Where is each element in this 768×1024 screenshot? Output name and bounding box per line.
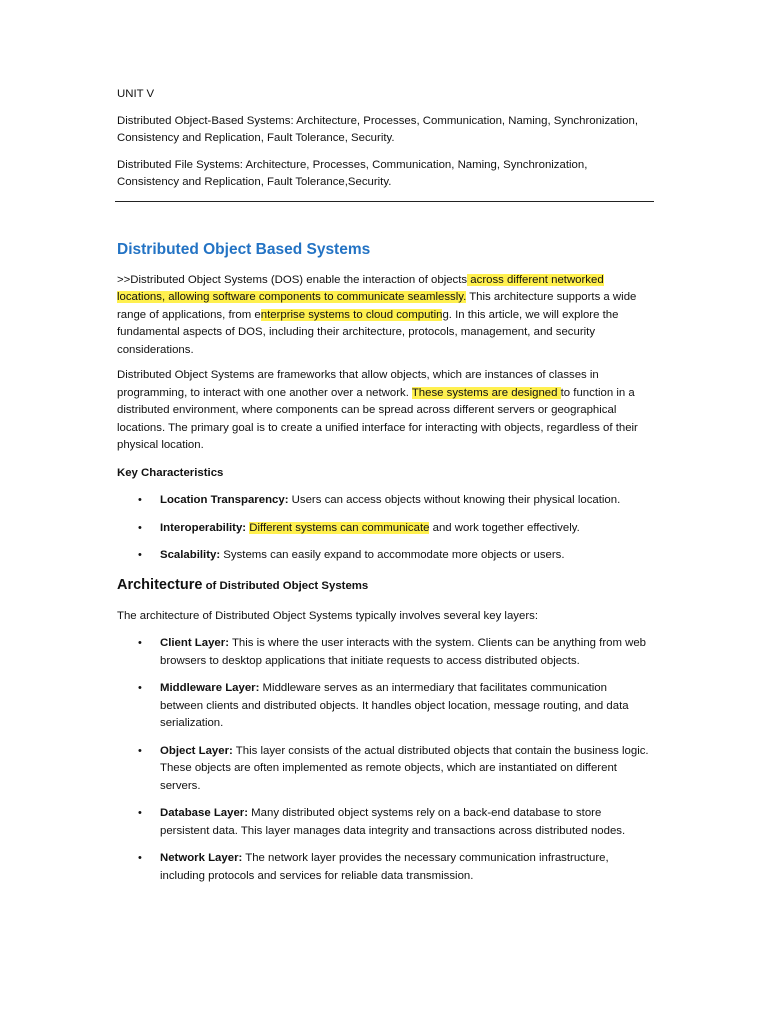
item-term: Location Transparency: xyxy=(160,494,289,506)
architecture-heading-sub: of Distributed Object Systems xyxy=(202,579,369,592)
layers-list xyxy=(117,635,652,885)
definition-paragraph xyxy=(117,367,652,455)
item-highlight: Different systems can communicate xyxy=(249,521,430,534)
definition-text-2: to function in a distributed environment, where components can be spread across different servers or geographical locations. The primary goal is to create a unified interface for interacting with objects, regardless of their physical location. xyxy=(117,386,638,451)
characteristics-list xyxy=(117,492,652,565)
item-term: Middleware Layer: xyxy=(160,682,260,694)
syllabus-file-systems: Distributed File Systems: Architecture, Processes, Communication, Naming, Synchronization, Consistency and Replication, Fault Tolerance,Security. xyxy=(117,158,588,188)
intro-highlight-1: across different networked locations, allowing software components to communicate seamlessly. xyxy=(117,273,604,303)
intro-text-3: g. In this article, we will explore the fundamental aspects of DOS, including their architecture, protocols, management, and security considerations. xyxy=(117,308,619,356)
list-item xyxy=(117,520,652,538)
intro-paragraph xyxy=(117,272,652,360)
list-item xyxy=(117,680,652,733)
list-item xyxy=(117,635,652,670)
bullet-icon: • xyxy=(138,494,142,506)
list-item xyxy=(117,743,652,796)
list-item xyxy=(117,805,652,840)
bullet-icon: • xyxy=(138,852,142,864)
item-text: This layer consists of the actual distributed objects that contain the business logic. These objects are often implemented as remote objects, which are instantiated on different servers. xyxy=(160,744,649,792)
section-title: Distributed Object Based Systems xyxy=(117,240,371,258)
bullet-icon: • xyxy=(138,637,142,649)
bullet-icon: • xyxy=(138,549,142,561)
syllabus-object-systems: Distributed Object-Based Systems: Architecture, Processes, Communication, Naming, Synchronization, Consistency and Replication, Fault Tolerance, Security. xyxy=(117,114,639,144)
item-term: Network Layer: xyxy=(160,852,243,864)
document-content xyxy=(117,86,652,895)
definition-text-1: Distributed Object Systems are frameworks that allow objects, which are instances of classes in programming, to interact with one another over a network. xyxy=(117,369,599,399)
architecture-heading-main: Architecture xyxy=(117,576,203,593)
unit-label: UNIT V xyxy=(117,88,155,100)
intro-highlight-2: nterprise systems to cloud computin xyxy=(260,308,443,321)
intro-text-2: This architecture supports a wide range of applications, from e xyxy=(117,291,637,321)
architecture-heading xyxy=(117,575,652,596)
architecture-intro: The architecture of Distributed Object Systems typically involves several key layers: xyxy=(117,609,538,622)
horizontal-divider xyxy=(115,201,654,202)
item-text: This is where the user interacts with the system. Clients can be anything from web browsers to desktop applications that initiate requests to access distributed objects. xyxy=(160,637,646,667)
list-item xyxy=(117,547,652,565)
item-text: Users can access objects without knowing their physical location. xyxy=(288,494,621,506)
item-text: and work together effectively. xyxy=(429,521,580,534)
list-item xyxy=(117,492,652,510)
item-text: The network layer provides the necessary communication infrastructure, including protocols and services for reliable data transmission. xyxy=(160,852,609,882)
bullet-icon: • xyxy=(138,807,142,819)
bullet-icon: • xyxy=(138,744,142,757)
bullet-icon: • xyxy=(138,521,142,534)
item-text: Systems can easily expand to accommodate more objects or users. xyxy=(220,549,565,561)
definition-highlight: These systems are designed xyxy=(411,386,561,399)
item-term: Object Layer: xyxy=(160,744,233,757)
list-item xyxy=(117,850,652,885)
item-term: Client Layer: xyxy=(160,637,229,649)
key-characteristics-heading: Key Characteristics xyxy=(117,466,224,479)
item-text: Middleware serves as an intermediary that facilitates communication between clients and distributed objects. It handles object location, message routing, and data serialization. xyxy=(160,682,629,729)
item-text: Many distributed object systems rely on a back-end database to store persistent data. This layer manages data integrity and transactions across distributed nodes. xyxy=(160,807,626,837)
intro-text-1: >>Distributed Object Systems (DOS) enable the interaction of objects xyxy=(117,273,468,286)
item-term: Scalability: xyxy=(160,549,221,561)
bullet-icon: • xyxy=(138,682,142,694)
item-term: Interoperability: xyxy=(160,521,247,534)
item-term: Database Layer: xyxy=(160,807,249,819)
